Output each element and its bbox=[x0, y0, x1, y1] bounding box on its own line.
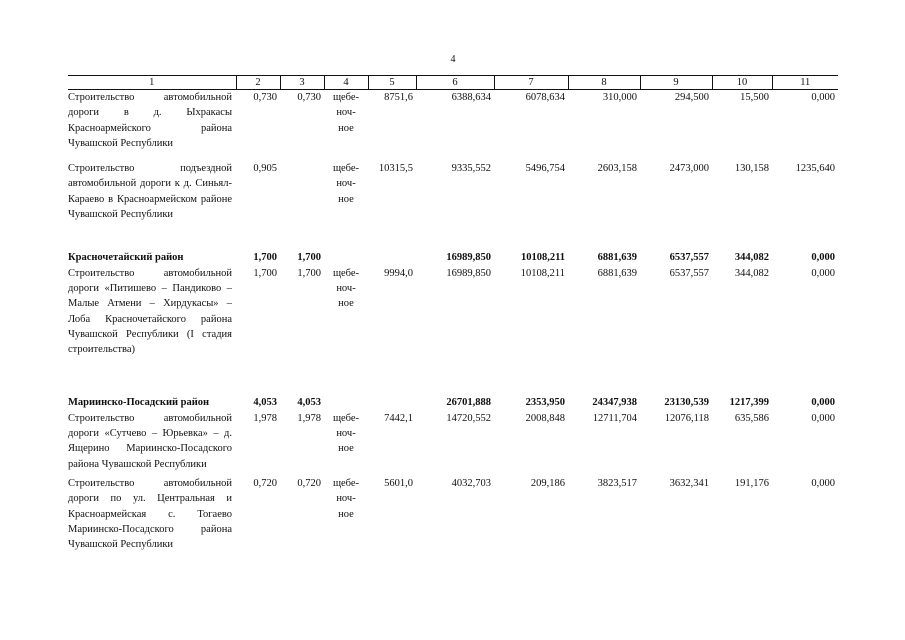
amount-col-11: 0,000 bbox=[811, 92, 835, 103]
surface-type: щебе- ноч- ное bbox=[332, 163, 360, 205]
amount-col-10: 635,586 bbox=[734, 412, 769, 424]
page-number: 4 bbox=[450, 54, 456, 65]
length-total-km: 4,053 bbox=[253, 397, 277, 409]
row-spacer bbox=[68, 151, 838, 161]
total-amount: 16989,850 bbox=[446, 267, 491, 279]
amount-col-9: 6537,557 bbox=[669, 267, 709, 279]
spacer-cell bbox=[68, 222, 838, 250]
row-description: Красночетайский район bbox=[68, 252, 184, 264]
spacer-cell bbox=[68, 151, 838, 161]
length-total-km: 1,700 bbox=[253, 267, 277, 279]
amount-col-11: 0,000 bbox=[811, 267, 835, 279]
col-header: 8 bbox=[568, 76, 640, 90]
amount-col-7: 2353,950 bbox=[525, 397, 565, 409]
amount-col-10: 15,500 bbox=[740, 92, 769, 103]
amount-col-7: 209,186 bbox=[530, 477, 565, 489]
col-header: 9 bbox=[640, 76, 712, 90]
length-total-km: 0,720 bbox=[253, 477, 277, 489]
length-total-km: 0,905 bbox=[253, 163, 277, 175]
length-total-km: 1,978 bbox=[253, 412, 277, 424]
total-amount: 16989,850 bbox=[446, 252, 491, 264]
total-amount: 14720,552 bbox=[446, 412, 491, 424]
table-row bbox=[68, 161, 838, 222]
amount-col-7: 10108,211 bbox=[520, 252, 565, 264]
amount-col-11: 1235,640 bbox=[795, 163, 835, 175]
amount-col-8: 6881,639 bbox=[597, 267, 637, 279]
row-description: Строительство автомобильной дороги в д. Ыхракасы Красноармейского района Чувашской Республики bbox=[68, 92, 232, 149]
amount-col-11: 0,000 bbox=[811, 252, 835, 264]
col-header: 1 bbox=[68, 76, 236, 90]
amount-col-9: 12076,118 bbox=[664, 412, 709, 424]
cost-estimate bbox=[368, 250, 416, 265]
length-total-km: 0,730 bbox=[253, 92, 277, 103]
table-row bbox=[68, 411, 838, 472]
amount-col-9: 2473,000 bbox=[669, 163, 709, 175]
amount-col-10: 344,082 bbox=[734, 267, 769, 279]
length-built-km: 4,053 bbox=[297, 397, 321, 409]
surface-type bbox=[324, 250, 368, 265]
surface-type: щебе- ноч- ное bbox=[332, 412, 360, 455]
col-header: 10 bbox=[712, 76, 772, 90]
amount-col-8: 3823,517 bbox=[597, 477, 637, 489]
length-built-km: 0,730 bbox=[297, 92, 321, 103]
col-header: 3 bbox=[280, 76, 324, 90]
table-row bbox=[68, 90, 838, 152]
amount-col-9: 6537,557 bbox=[669, 252, 709, 264]
amount-col-8: 310,000 bbox=[602, 92, 637, 103]
amount-col-7: 2008,848 bbox=[525, 412, 565, 424]
length-built-km: 1,700 bbox=[297, 252, 321, 264]
data-table bbox=[68, 75, 838, 552]
amount-col-10: 344,082 bbox=[734, 252, 769, 264]
cost-estimate: 7442,1 bbox=[384, 412, 413, 424]
total-amount: 26701,888 bbox=[446, 397, 491, 409]
total-amount: 6388,634 bbox=[451, 92, 491, 103]
col-header: 11 bbox=[772, 76, 838, 90]
total-amount: 9335,552 bbox=[451, 163, 491, 175]
cost-estimate: 9994,0 bbox=[384, 267, 413, 279]
row-description: Мариинско-Посадский район bbox=[68, 397, 210, 409]
col-header: 5 bbox=[368, 76, 416, 90]
amount-col-8: 6881,639 bbox=[597, 252, 637, 264]
table-row bbox=[68, 266, 838, 358]
amount-col-10: 191,176 bbox=[734, 477, 769, 489]
total-amount: 4032,703 bbox=[451, 477, 491, 489]
table-row bbox=[68, 476, 838, 552]
col-header: 4 bbox=[324, 76, 368, 90]
district-total-row bbox=[68, 395, 838, 410]
row-description: Строительство автомобильной дороги «Сутчево – Юрьевка» – д. Ящерино Мариинско-Посадского района Чувашской Республики bbox=[68, 412, 232, 470]
amount-col-8: 24347,938 bbox=[592, 397, 637, 409]
length-total-km: 1,700 bbox=[253, 252, 277, 264]
length-built-km: 0,720 bbox=[297, 477, 321, 489]
row-spacer bbox=[68, 357, 838, 395]
surface-type: щебе- ноч- ное bbox=[332, 477, 360, 520]
amount-col-11: 0,000 bbox=[811, 412, 835, 424]
district-total-row bbox=[68, 250, 838, 265]
spacer-cell bbox=[68, 357, 838, 395]
col-header: 2 bbox=[236, 76, 280, 90]
amount-col-10: 130,158 bbox=[734, 163, 769, 175]
amount-col-9: 23130,539 bbox=[664, 397, 709, 409]
amount-col-7: 6078,634 bbox=[525, 92, 565, 103]
amount-col-8: 12711,704 bbox=[592, 412, 637, 424]
cost-estimate: 10315,5 bbox=[378, 163, 413, 175]
amount-col-8: 2603,158 bbox=[597, 163, 637, 175]
amount-col-9: 294,500 bbox=[674, 92, 709, 103]
amount-col-7: 5496,754 bbox=[525, 163, 565, 175]
amount-col-11: 0,000 bbox=[811, 477, 835, 489]
amount-col-9: 3632,341 bbox=[669, 477, 709, 489]
surface-type: щебе- ноч- ное bbox=[332, 92, 360, 134]
cost-estimate bbox=[368, 395, 416, 410]
cost-estimate: 8751,6 bbox=[384, 92, 413, 103]
header-row bbox=[68, 76, 838, 90]
table-body bbox=[68, 90, 838, 553]
amount-col-7: 10108,211 bbox=[520, 267, 565, 279]
length-built-km bbox=[280, 161, 324, 222]
amount-col-11: 0,000 bbox=[811, 397, 835, 409]
length-built-km: 1,700 bbox=[297, 267, 321, 279]
length-built-km: 1,978 bbox=[297, 412, 321, 424]
row-description: Строительство автомобильной дороги «Питишево – Пандиково – Малые Атмени – Хирдукасы» – Лоба Красночетайского района Чувашской Республики (I стадия строительства) bbox=[68, 267, 232, 356]
surface-type bbox=[324, 395, 368, 410]
amount-col-10: 1217,399 bbox=[729, 397, 769, 409]
col-header: 6 bbox=[416, 76, 494, 90]
row-spacer bbox=[68, 222, 838, 250]
col-header: 7 bbox=[494, 76, 568, 90]
row-description: Строительство автомобильной дороги по ул. Центральная и Красноармейская с. Тогаево Мариинско-Посадского района Чувашской Республики bbox=[68, 477, 232, 551]
cost-estimate: 5601,0 bbox=[384, 477, 413, 489]
row-description: Строительство подъездной автомобильной дороги к д. Синьял-Караево в Красноармейском районе Чувашской Республики bbox=[68, 163, 232, 221]
surface-type: щебе- ноч- ное bbox=[332, 267, 360, 310]
